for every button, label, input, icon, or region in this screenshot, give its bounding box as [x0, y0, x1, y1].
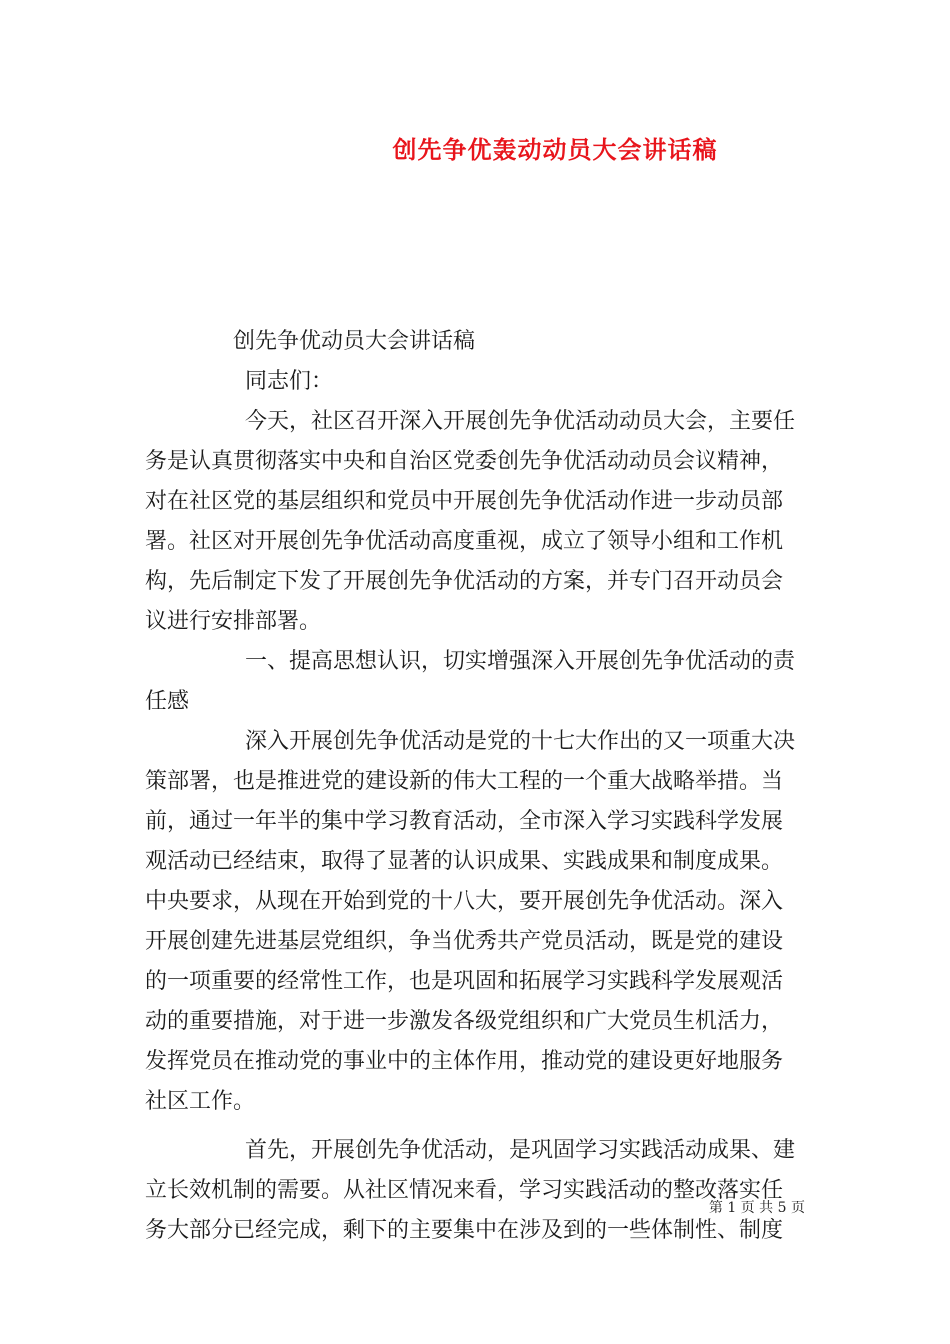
document-title: 创先争优轰动动员大会讲话稿 [392, 135, 718, 164]
body-line: 的一项重要的经常性工作，也是巩固和拓展学习实践科学发展观活 [145, 969, 784, 994]
body-line: 发挥党员在推动党的事业中的主体作用，推动党的建设更好地服务 [145, 1049, 784, 1074]
body-line: 深入开展创先争优活动是党的十七大作出的又一项重大决 [245, 729, 796, 754]
body-line: 社区工作。 [145, 1089, 256, 1114]
body-line: 构，先后制定下发了开展创先争优活动的方案，并专门召开动员会 [145, 569, 784, 594]
body-line: 动的重要措施，对于进一步激发各级党组织和广大党员生机活力， [145, 1009, 784, 1034]
body-line: 策部署，也是推进党的建设新的伟大工程的一个重大战略举措。当 [145, 769, 784, 794]
body-line: 议进行安排部署。 [145, 609, 322, 634]
body-line: 对在社区党的基层组织和党员中开展创先争优活动作进一步动员部 [145, 489, 784, 514]
body-line: 开展创建先进基层党组织，争当优秀共产党员活动，既是党的建设 [145, 929, 784, 954]
body-line: 务是认真贯彻落实中央和自治区党委创先争优活动动员会议精神， [145, 449, 784, 474]
body-line: 署。社区对开展创先争优活动高度重视，成立了领导小组和工作机 [145, 529, 784, 554]
body-line: 前，通过一年半的集中学习教育活动，全市深入学习实践科学发展 [145, 809, 784, 834]
body-line: 任感 [145, 689, 190, 714]
body-line: 中央要求，从现在开始到党的十八大，要开展创先争优活动。深入 [145, 889, 784, 914]
body-line: 同志们： [245, 369, 334, 394]
body-line: 今天，社区召开深入开展创先争优活动动员大会，主要任 [245, 409, 796, 434]
body-line: 立长效机制的需要。从社区情况来看，学习实践活动的整改落实任 [145, 1178, 784, 1203]
body-line: 一、提高思想认识，切实增强深入开展创先争优活动的责 [245, 649, 796, 674]
page-footer: 第 1 页 共 5 页 [708, 1200, 805, 1216]
body-line: 首先，开展创先争优活动，是巩固学习实践活动成果、建 [245, 1138, 796, 1163]
body-line: 创先争优动员大会讲话稿 [233, 329, 476, 354]
body-line: 务大部分已经完成，剩下的主要集中在涉及到的一些体制性、制度 [145, 1218, 784, 1243]
body-line: 观活动已经结束，取得了显著的认识成果、实践成果和制度成果。 [145, 849, 784, 874]
